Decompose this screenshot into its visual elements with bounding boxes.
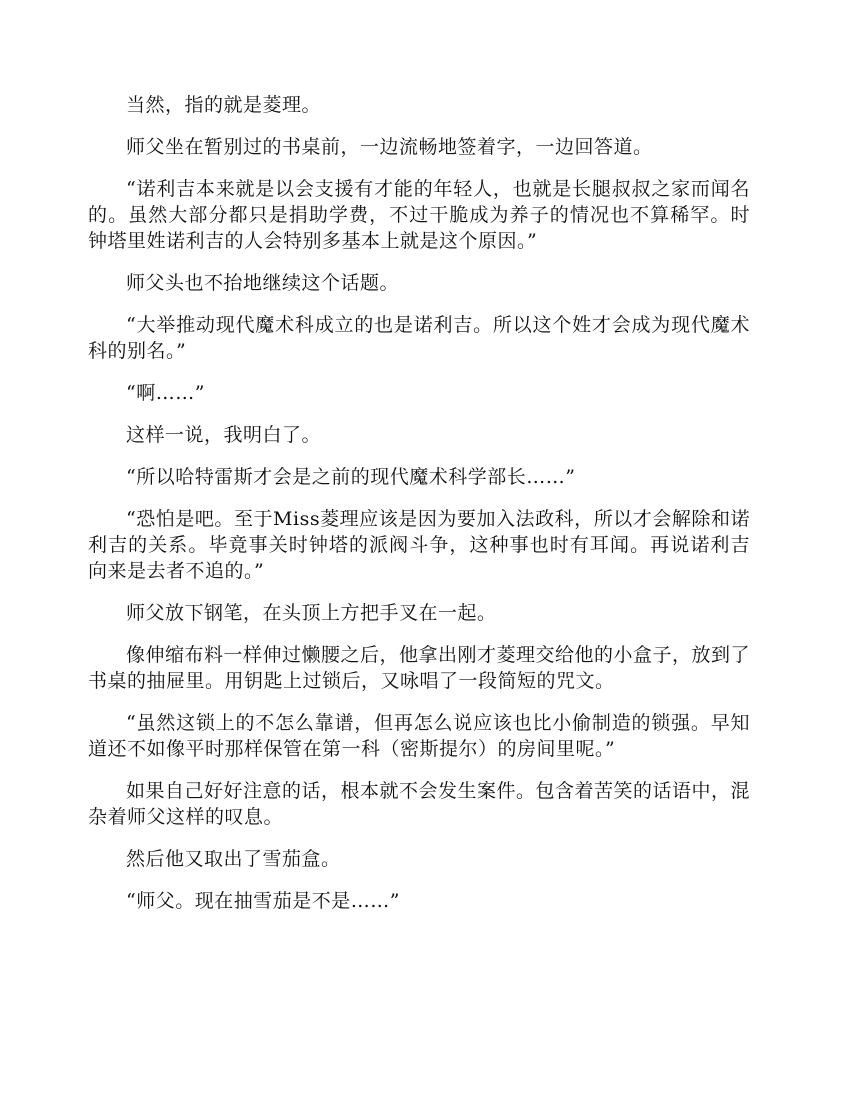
paragraph: 师父头也不抬地继续这个话题。 xyxy=(126,272,400,294)
paragraph: “啊……” xyxy=(126,382,205,404)
paragraph: “大举推动现代魔术科成立的也是诺利吉。所以这个姓才会成为现代魔术科的别名。” xyxy=(88,314,750,362)
document-body xyxy=(88,92,750,930)
paragraph: 如果自己好好注意的话，根本就不会发生案件。包含着苦笑的话语中，混杂着师父这样的叹息。 xyxy=(88,780,751,828)
paragraph: “诺利吉本来就是以会支援有才能的年轻人，也就是长腿叔叔之家而闻名的。虽然大部分都只是捐助学费，不过干脆成为养子的情况也不算稀罕。时钟塔里姓诺利吉的人会特别多基本上就是这个原因。” xyxy=(88,178,750,252)
paragraph: “恐怕是吧。至于Miss菱理应该是因为要加入法政科，所以才会解除和诺利吉的关系。毕竟事关时钟塔的派阀斗争，这种事也时有耳闻。再说诺利吉向来是去者不追的。” xyxy=(88,508,750,582)
paragraph: 当然，指的就是菱理。 xyxy=(126,94,322,116)
paragraph: 像伸缩布料一样伸过懒腰之后，他拿出刚才菱理交给他的小盒子，放到了书桌的抽屉里。用钥匙上过锁后，又咏唱了一段简短的咒文。 xyxy=(88,644,751,692)
paragraph: “虽然这锁上的不怎么靠谱，但再怎么说应该也比小偷制造的锁强。早知道还不如像平时那样保管在第一科（密斯提尔）的房间里呢。” xyxy=(88,712,750,760)
paragraph: 然后他又取出了雪茄盒。 xyxy=(126,848,341,870)
paragraph: “所以哈特雷斯才会是之前的现代魔术科学部长……” xyxy=(126,466,576,488)
paragraph: 师父放下钢笔，在头顶上方把手叉在一起。 xyxy=(126,602,497,624)
paragraph: 师父坐在暂别过的书桌前，一边流畅地签着字，一边回答道。 xyxy=(126,136,653,158)
paragraph: 这样一说，我明白了。 xyxy=(126,424,322,446)
paragraph: “师父。现在抽雪茄是不是……” xyxy=(126,890,400,912)
